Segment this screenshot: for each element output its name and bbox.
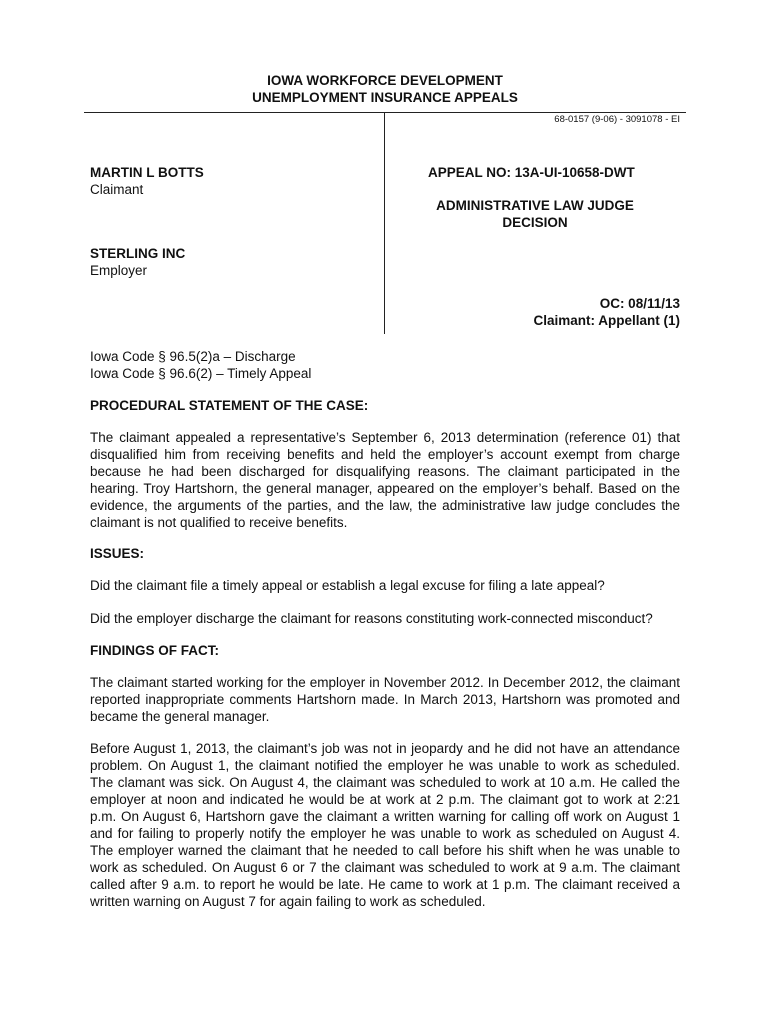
employer-role: Employer [90, 263, 148, 278]
decision-title-line1: ADMINISTRATIVE LAW JUDGE [436, 198, 634, 213]
caption-divider [384, 112, 385, 334]
issue-timely-appeal: Did the claimant file a timely appeal or establish a legal excuse for filing a late appeal? [90, 578, 605, 593]
claimant-status: Claimant: Appellant (1) [533, 313, 680, 328]
code-reference-discharge: Iowa Code § 96.5(2)a – Discharge [90, 349, 296, 364]
procedural-text: The claimant appealed a representative’s September 6, 2013 determination (reference 01) that disqualified him from receiving benefits and held the employer’s account exempt from charge because he had been discharged for disqualifying reasons. The claimant participated in the hearing. Troy Hartshorn, the general manager, appeared on the employer’s behalf. Based on the evidence, the arguments of the parties, and the law, the administrative law judge concludes the claimant is not qualified to receive benefits. [90, 430, 680, 530]
procedural-heading: PROCEDURAL STATEMENT OF THE CASE: [90, 398, 369, 413]
findings-heading: FINDINGS OF FACT: [90, 643, 219, 658]
agency-subtitle: UNEMPLOYMENT INSURANCE APPEALS [252, 90, 518, 105]
claimant-role: Claimant [90, 182, 144, 197]
oc-date: OC: 08/11/13 [599, 296, 680, 311]
code-reference-timely-appeal: Iowa Code § 96.6(2) – Timely Appeal [90, 366, 312, 381]
issues-heading: ISSUES: [90, 546, 145, 561]
agency-title: IOWA WORKFORCE DEVELOPMENT [267, 73, 503, 88]
form-number: 68-0157 (9-06) - 3091078 - EI [554, 114, 680, 125]
decision-title-line2: DECISION [502, 215, 568, 230]
findings-paragraph-1: The claimant started working for the employer in November 2012. In December 2012, the claimant reported inappropriate comments Hartshorn made. In March 2013, Hartshorn was promoted and became the general manager. [90, 675, 680, 724]
claimant-name: MARTIN L BOTTS [90, 165, 204, 180]
findings-paragraph-2: Before August 1, 2013, the claimant’s job was not in jeopardy and he did not have an attendance problem. On August 1, the claimant notified the employer he was unable to work as scheduled. The clamant was sick. On August 4, the claimant was scheduled to work at 10 a.m. He called the employer at noon and indicated he would be at work at 2 p.m. The claimant got to work at 2:21 p.m. On August 6, Hartshorn gave the claimant a written warning for calling off work on August 1 and for failing to properly notify the employer he was unable to work as scheduled on August 4. The employer warned the claimant that he needed to call before his shift when he was unable to work as scheduled. On August 6 or 7 the claimant was scheduled to work at 9 a.m. The claimant called after 9 a.m. to report he would be late. He came to work at 1 p.m. The claimant received a written warning on August 7 for again failing to work as scheduled. [90, 741, 680, 909]
issue-misconduct: Did the employer discharge the claimant for reasons constituting work-connected misconduct? [90, 611, 653, 626]
header-divider [84, 112, 686, 113]
appeal-number: APPEAL NO: 13A-UI-10658-DWT [428, 165, 635, 180]
employer-name: STERLING INC [90, 246, 186, 261]
